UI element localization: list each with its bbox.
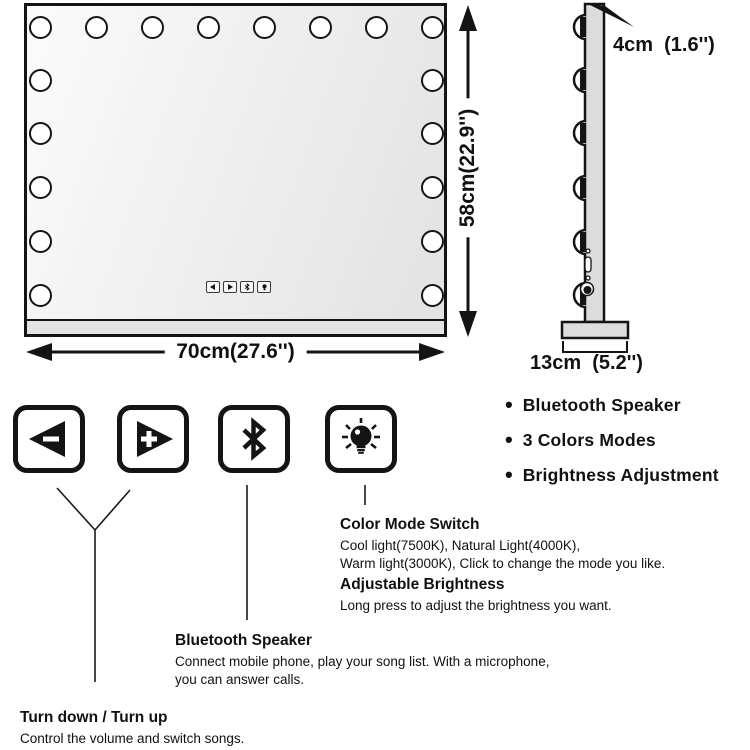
feature-item-brightness [505, 464, 719, 486]
feature-label: Brightness Adjustment [522, 464, 719, 485]
light-bulb [29, 16, 52, 39]
light-bulb [253, 16, 276, 39]
bluetooth-callout [175, 632, 549, 688]
bluetooth-callout-line-1: Connect mobile phone, play your song list. With a microphone, [175, 654, 550, 669]
thickness-label: 4cm (1.6'') [613, 34, 715, 56]
light-bulb [365, 16, 388, 39]
volume-up-icon [129, 415, 177, 463]
light-bulb [309, 16, 332, 39]
light-bulb [141, 16, 164, 39]
light-bulb [421, 69, 444, 92]
bluetooth-callout-title: Bluetooth Speaker [175, 632, 312, 649]
bluetooth-button [218, 405, 290, 473]
feature-item-bluetooth [505, 394, 719, 416]
light-bulb [421, 122, 444, 145]
mini-bulb-icon [260, 283, 269, 292]
adjustable-brightness-line: Long press to adjust the brightness you want. [340, 598, 612, 613]
color-mode-line-2: Warm light(3000K), Click to change the mode you like. [340, 555, 666, 571]
mini-bluetooth-button [240, 281, 254, 293]
bluetooth-callout-line-2: you can answer calls. [175, 671, 305, 687]
volume-down-button [13, 405, 85, 473]
bluetooth-icon [231, 416, 277, 462]
light-mode-button [325, 405, 397, 473]
volume-callout-title: Turn down / Turn up [20, 709, 168, 726]
light-bulb [29, 122, 52, 145]
feature-list [505, 394, 719, 499]
bullet-icon: • [505, 427, 513, 452]
color-mode-line-1: Cool light(7500K), Natural Light(4000K), [340, 538, 581, 553]
bullet-icon: • [505, 462, 513, 487]
base-width-label: 13cm (5.2'') [530, 352, 643, 374]
light-bulb [421, 176, 444, 199]
mirror-base-strip [27, 319, 444, 334]
light-bulb [29, 69, 52, 92]
height-label: 58cm(22.9'') [456, 99, 480, 238]
light-bulb [197, 16, 220, 39]
width-dimension [24, 339, 447, 365]
light-bulb [29, 230, 52, 253]
volume-up-button [117, 405, 189, 473]
bullet-icon: • [505, 392, 513, 417]
light-bulb [85, 16, 108, 39]
color-mode-title: Color Mode Switch [340, 516, 480, 533]
adjustable-brightness-title: Adjustable Brightness [340, 576, 505, 593]
mini-volume-up-button [223, 281, 237, 293]
mirror-side-view [555, 0, 750, 385]
mini-next-icon [225, 283, 235, 291]
light-bulb [421, 16, 444, 39]
width-label: 70cm(27.6'') [164, 340, 307, 364]
mini-light-button [257, 281, 271, 293]
feature-label: 3 Colors Modes [522, 429, 656, 450]
light-bulb [29, 284, 52, 307]
color-mode-callout [340, 516, 665, 615]
mini-bluetooth-icon [243, 283, 251, 291]
mirror-control-strip [206, 281, 271, 293]
volume-callout-line-1: Control the volume and switch songs. [20, 731, 245, 746]
light-bulb [29, 176, 52, 199]
volume-callout [20, 709, 244, 748]
volume-down-icon [25, 415, 73, 463]
light-bulb-icon [337, 415, 385, 463]
light-bulb [421, 230, 444, 253]
mini-volume-down-button [206, 281, 220, 293]
feature-label: Bluetooth Speaker [522, 394, 681, 415]
mini-prev-icon [208, 283, 218, 291]
light-bulb [421, 284, 444, 307]
feature-item-colors [505, 429, 719, 451]
